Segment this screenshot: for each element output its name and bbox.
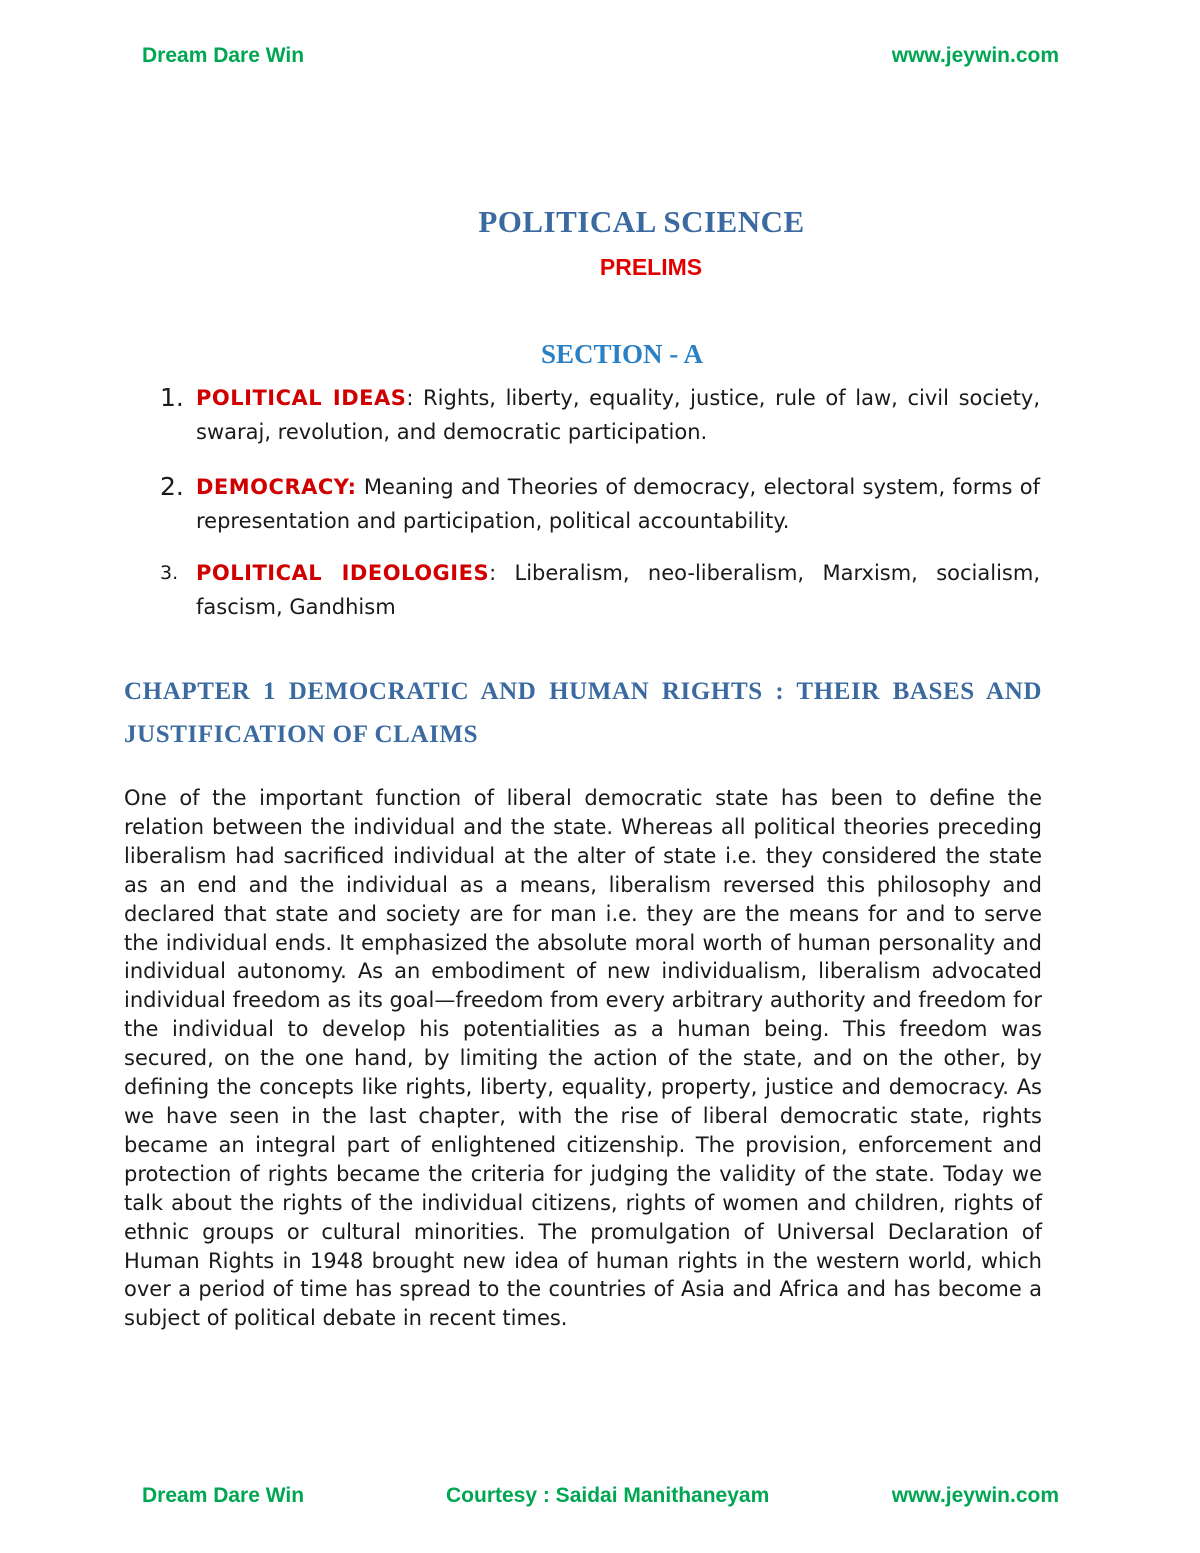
list-item xyxy=(160,556,1040,624)
footer-website-link[interactable]: www.jeywin.com xyxy=(891,1484,1059,1507)
list-item-number: 3. xyxy=(160,562,179,584)
list-item xyxy=(160,381,1040,449)
list-item-body xyxy=(196,556,1040,624)
header-website-link[interactable]: www.jeywin.com xyxy=(891,44,1059,67)
list-item-body xyxy=(196,470,1040,538)
page-title: POLITICAL SCIENCE xyxy=(478,204,805,239)
list-item-text: : Liberalism, neo-liberalism, Marxism, socialism, fascism, Gandhism xyxy=(196,561,1041,619)
list-item-number: 2. xyxy=(160,472,184,501)
footer-brand: Dream Dare Win xyxy=(142,1484,305,1507)
list-item-number: 1. xyxy=(160,383,184,412)
body-paragraph: One of the important function of liberal democratic state has been to define the relation between the individual and the state. Whereas all political theories preceding liberalism had sacrificed individual at the alter of state i.e. they considered the state as an end and the individual as a means, liberalism reversed this philosophy and declared that state and society are for man i.e. they are the means for and to serve the individual ends. It emphasized the absolute moral worth of human personality and individual autonomy. As an embodiment of new individualism, liberalism advocated individual freedom as its goal—freedom from every arbitrary authority and freedom for the individual to develop his potentialities as a human being. This freedom was secured, on the one hand, by limiting the action of the state, and on the other, by defining the concepts like rights, liberty, equality, property, justice and democracy. As we have seen in the last chapter, with the rise of liberal democratic state, rights became an integral part of enlightened citizenship. The provision, enforcement and protection of rights became the criteria for judging the validity of the state. Today we talk about the rights of the individual citizens, rights of women and children, rights of ethnic groups or cultural minorities. The promulgation of Universal Declaration of Human Rights in 1948 brought new idea of human rights in the western world, which over a period of time has spread to the countries of Asia and Africa and has become a subject of political debate in recent times. xyxy=(124,786,1042,1331)
list-item-body xyxy=(196,381,1040,449)
section-heading: SECTION - A xyxy=(540,339,704,369)
footer-courtesy: Courtesy : Saidai Manithaneyam xyxy=(446,1484,770,1507)
page-subtitle: PRELIMS xyxy=(599,254,703,280)
list-item-heading: DEMOCRACY: xyxy=(196,475,357,499)
list-item-heading: POLITICAL IDEOLOGIES xyxy=(196,561,490,585)
header-brand: Dream Dare Win xyxy=(142,44,305,67)
chapter-title: CHAPTER 1 DEMOCRATIC AND HUMAN RIGHTS : THEIR BASES AND JUSTIFICATION OF CLAIMS xyxy=(124,678,1042,748)
list-item-text: : Rights, liberty, equality, justice, rule of law, civil society, swaraj, revolution, and democratic participation. xyxy=(196,386,1040,444)
list-item-text: Meaning and Theories of democracy, electoral system, forms of representation and participation, political accountability. xyxy=(196,475,1040,533)
list-item-heading: POLITICAL IDEAS xyxy=(196,386,407,410)
list-item xyxy=(160,470,1040,538)
